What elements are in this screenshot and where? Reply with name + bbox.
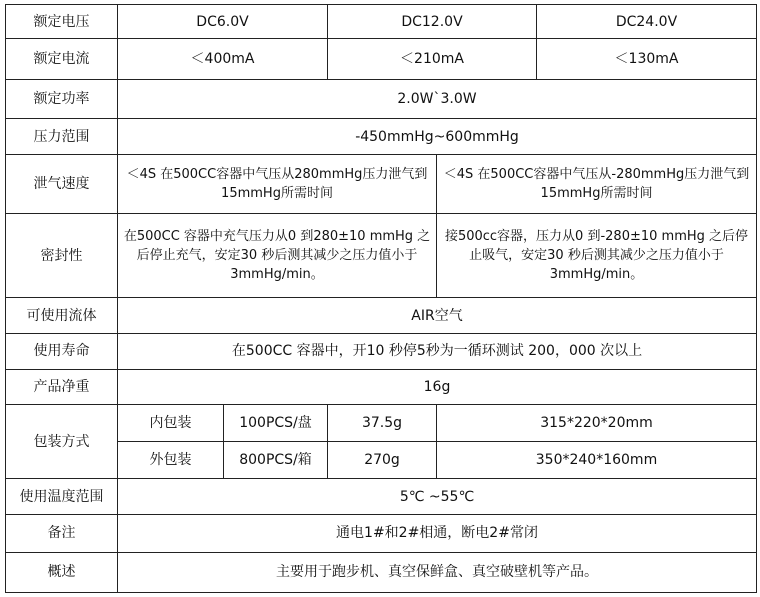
label-net-weight: 产品净重: [6, 370, 118, 405]
row-notes: [6, 515, 757, 552]
label-rated-power: 额定功率: [6, 79, 118, 118]
row-fluid: [6, 298, 757, 333]
pressure-range-value: -450mmHg~600mmHg: [118, 118, 757, 154]
row-rated-voltage: [6, 5, 757, 39]
row-pressure-range: [6, 118, 757, 154]
packaging-inner-type: 内包装: [118, 405, 224, 441]
row-temperature: [6, 478, 757, 514]
label-rated-current: 额定电流: [6, 39, 118, 79]
current-12v: ＜210mA: [328, 39, 537, 79]
lifespan-value: 在500CC 容器中，开10 秒停5秒为一循环测试 200，000 次以上: [118, 333, 757, 369]
release-speed-positive: ＜4S 在500CC容器中气压从280mmHg压力泄气到15mmHg所需时间: [118, 155, 437, 213]
packaging-inner-size: 315*220*20mm: [437, 405, 757, 441]
row-packaging-outer: [6, 441, 757, 478]
voltage-12v: DC12.0V: [328, 5, 537, 39]
label-release-speed: 泄气速度: [6, 155, 118, 213]
label-sealing: 密封性: [6, 213, 118, 298]
notes-value: 通电1#和2#相通，断电2#常闭: [118, 515, 757, 552]
label-temperature: 使用温度范围: [6, 478, 118, 514]
current-6v: ＜400mA: [118, 39, 328, 79]
row-net-weight: [6, 370, 757, 405]
row-rated-current: [6, 39, 757, 79]
label-notes: 备注: [6, 515, 118, 552]
row-sealing: [6, 213, 757, 298]
row-overview: [6, 552, 757, 592]
voltage-24v: DC24.0V: [537, 5, 757, 39]
row-packaging-inner: [6, 405, 757, 441]
sealing-negative: 接500cc容器，压力从0 到-280±10 mmHg 之后停止吸气，安定30 秒后测其减少之压力值小于3mmHg/min。: [437, 213, 757, 298]
label-fluid: 可使用流体: [6, 298, 118, 333]
packaging-inner-weight: 37.5g: [328, 405, 437, 441]
packaging-outer-size: 350*240*160mm: [437, 441, 757, 478]
row-rated-power: [6, 79, 757, 118]
release-speed-negative: ＜4S 在500CC容器中气压从-280mmHg压力泄气到15mmHg所需时间: [437, 155, 757, 213]
row-release-speed: [6, 155, 757, 213]
label-rated-voltage: 额定电压: [6, 5, 118, 39]
rated-power-value: 2.0W`3.0W: [118, 79, 757, 118]
label-lifespan: 使用寿命: [6, 333, 118, 369]
label-overview: 概述: [6, 552, 118, 592]
packaging-outer-weight: 270g: [328, 441, 437, 478]
temperature-value: 5℃ ~55℃: [118, 478, 757, 514]
net-weight-value: 16g: [118, 370, 757, 405]
fluid-value: AIR空气: [118, 298, 757, 333]
spec-table: [5, 4, 757, 593]
packaging-outer-qty: 800PCS/箱: [224, 441, 328, 478]
packaging-inner-qty: 100PCS/盘: [224, 405, 328, 441]
label-packaging: 包装方式: [6, 405, 118, 479]
row-lifespan: [6, 333, 757, 369]
label-pressure-range: 压力范围: [6, 118, 118, 154]
current-24v: ＜130mA: [537, 39, 757, 79]
overview-value: 主要用于跑步机、真空保鲜盒、真空破壁机等产品。: [118, 552, 757, 592]
voltage-6v: DC6.0V: [118, 5, 328, 39]
packaging-outer-type: 外包装: [118, 441, 224, 478]
sealing-positive: 在500CC 容器中充气压力从0 到280±10 mmHg 之后停止充气，安定30 秒后测其减少之压力值小于3mmHg/min。: [118, 213, 437, 298]
